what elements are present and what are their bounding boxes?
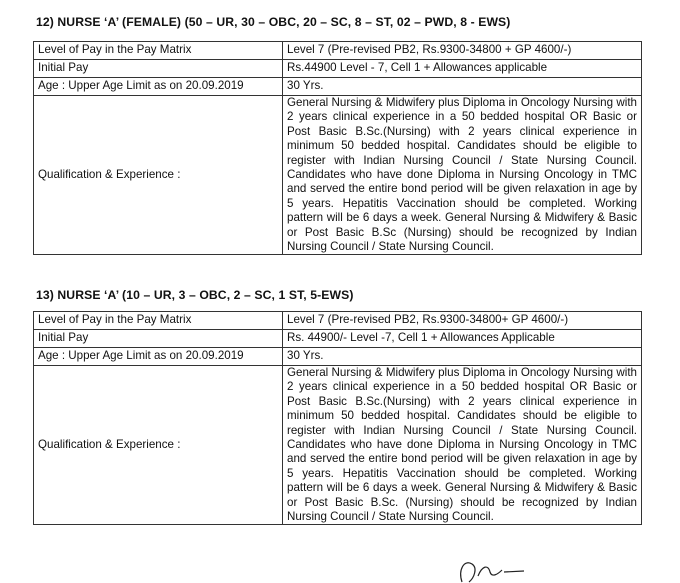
pay-level-value: Level 7 (Pre-revised PB2, Rs.9300-34800+ GP 4600/-) xyxy=(283,312,642,330)
table-row xyxy=(34,60,642,78)
section-12-heading: 12) NURSE ‘A’ (FEMALE) (50 – UR, 30 – OBC, 20 – SC, 8 – ST, 02 – PWD, 8 - EWS) xyxy=(36,15,511,29)
signature-scribble xyxy=(452,556,542,583)
initial-pay-label: Initial Pay xyxy=(34,330,283,348)
section-13-table xyxy=(33,311,642,525)
initial-pay-value: Rs. 44900/- Level -7, Cell 1 + Allowances Applicable xyxy=(283,330,642,348)
pay-level-label: Level of Pay in the Pay Matrix xyxy=(34,42,283,60)
pay-level-value: Level 7 (Pre-revised PB2, Rs.9300-34800 + GP 4600/-) xyxy=(283,42,642,60)
initial-pay-value: Rs.44900 Level - 7, Cell 1 + Allowances applicable xyxy=(283,60,642,78)
age-limit-label: Age : Upper Age Limit as on 20.09.2019 xyxy=(34,78,283,96)
qualification-label: Qualification & Experience : xyxy=(34,96,283,255)
table-row xyxy=(34,366,642,525)
table-row xyxy=(34,42,642,60)
table-row xyxy=(34,348,642,366)
section-12-table xyxy=(33,41,642,255)
initial-pay-label: Initial Pay xyxy=(34,60,283,78)
qualification-label: Qualification & Experience : xyxy=(34,366,283,525)
table-row xyxy=(34,96,642,255)
table-row xyxy=(34,330,642,348)
age-limit-value: 30 Yrs. xyxy=(283,78,642,96)
age-limit-label: Age : Upper Age Limit as on 20.09.2019 xyxy=(34,348,283,366)
pay-level-label: Level of Pay in the Pay Matrix xyxy=(34,312,283,330)
qualification-value: General Nursing & Midwifery plus Diploma in Oncology Nursing with 2 years clinical experience in a 50 bedded hospital OR Basic or Post Basic B.Sc.(Nursing) with 2 years clinical experience in minimum 50 bedded hospital. Candidates should be eligible to register with Indian Nursing Council / State Nursing Council. Candidates who have done Diploma in Nursing Oncology in TMC and served the entire bond period will be given relaxation in age by 5 years. Hepatitis Vaccination should be completed. Working pattern will be 6 days a week. General Nursing & Midwifery & Basic or Post Basic B.Sc. (Nursing) should be recognized by Indian Nursing Council / State Nursing Council. xyxy=(283,366,642,525)
section-13-heading: 13) NURSE ‘A’ (10 – UR, 3 – OBC, 2 – SC, 1 ST, 5-EWS) xyxy=(36,288,354,302)
age-limit-value: 30 Yrs. xyxy=(283,348,642,366)
qualification-value: General Nursing & Midwifery plus Diploma in Oncology Nursing with 2 years clinical experience in a 50 bedded hospital OR Basic or Post Basic B.Sc.(Nursing) with 2 years clinical experience in minimum 50 bedded hospital. Candidates should be eligible to register with Indian Nursing Council / State Nursing Council. Candidates who have done Diploma in Nursing Oncology in TMC and served the entire bond period will be given relaxation in age by 5 years. Hepatitis Vaccination should be completed. Working pattern will be 6 days a week. General Nursing & Midwifery & Basic or Post Basic B.Sc (Nursing) should be recognized by Indian Nursing Council / State Nursing Council. xyxy=(283,96,642,255)
table-row xyxy=(34,312,642,330)
table-row xyxy=(34,78,642,96)
